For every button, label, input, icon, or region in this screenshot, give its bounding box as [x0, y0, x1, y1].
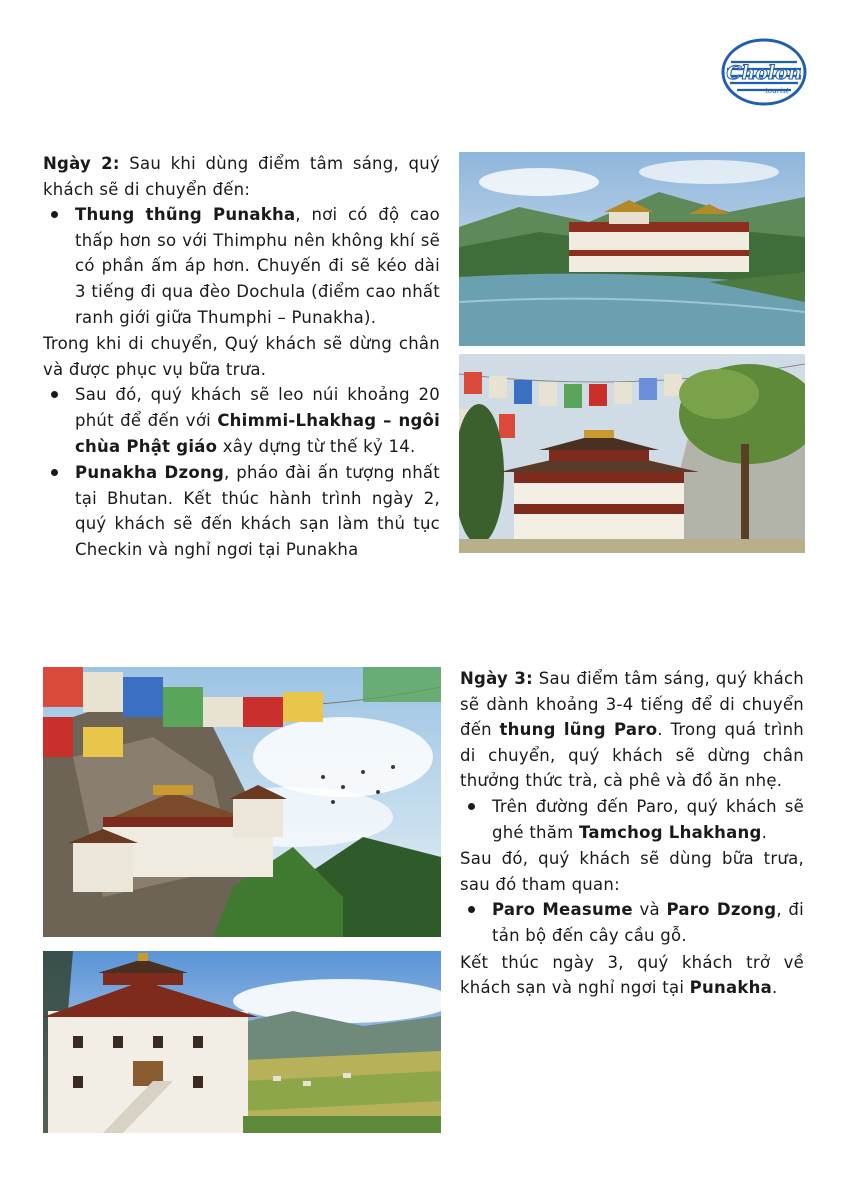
- day2-section: [43, 151, 440, 564]
- day3-label: Ngày 3:: [460, 669, 533, 688]
- chimmi-lhakhang-photo: [459, 354, 805, 553]
- day2-middle: Trong khi di chuyển, Quý khách sẽ dừng chân và được phục vụ bữa trưa.: [43, 334, 440, 379]
- day2-intro: Ngày 2: Sau khi dùng điểm tâm sáng, quý khách sẽ di chuyển đến:: [43, 154, 441, 199]
- list-item: Punakha Dzong, pháo đài ấn tượng nhất tại Bhutan. Kết thúc hành trình ngày 2, quý khách sẽ đến khách sạn làm thủ tục Checkin và nghỉ ngơi tại Punakha: [75, 460, 440, 562]
- day3-list-b: [460, 897, 804, 948]
- cholon-tourist-logo: [721, 38, 807, 106]
- logo-text: Cholon: [726, 62, 802, 84]
- day2-label: Ngày 2:: [43, 154, 120, 173]
- list-item: Paro Measume và Paro Dzong, đi tản bộ đến cây cầu gỗ.: [492, 897, 804, 948]
- paro-museum-photo: [43, 951, 441, 1133]
- day3-list-a: [460, 794, 804, 845]
- day3-intro: Ngày 3: Sau điểm tâm sáng, quý khách sẽ dành khoảng 3-4 tiếng để di chuyển đến thung lũng Paro. Trong quá trình di chuyển, quý khách sẽ dừng chân thưởng thức trà, cà phê và đồ ăn nhẹ.: [460, 669, 804, 791]
- tigers-nest-photo: [43, 667, 441, 937]
- list-item: Trên đường đến Paro, quý khách sẽ ghé thăm Tamchog Lhakhang.: [492, 794, 804, 845]
- day2-list-b: [43, 382, 440, 562]
- day3-ending: Kết thúc ngày 3, quý khách trở về khách sạn và nghỉ ngơi tại Punakha.: [460, 952, 804, 998]
- day3-middle: Sau đó, quý khách sẽ dùng bữa trưa, sau đó tham quan:: [460, 849, 804, 894]
- logo-subtext: tourist: [765, 87, 789, 95]
- list-item: Thung thũng Punakha, nơi có độ cao thấp hơn so với Thimphu nên không khí sẽ có phần ấm áp hơn. Chuyến đi sẽ kéo dài 3 tiếng đi qua đèo Dochula (điểm cao nhất ranh giới giữa Thumphi – Punakha).: [75, 202, 440, 330]
- list-item: Sau đó, quý khách sẽ leo núi khoảng 20 phút để đến với Chimmi-Lhakhag – ngôi chùa Phật giáo xây dựng từ thế kỷ 14.: [75, 382, 440, 459]
- punakha-dzong-photo: [459, 152, 805, 346]
- day3-section: [460, 666, 804, 1001]
- day2-list-a: [43, 202, 440, 330]
